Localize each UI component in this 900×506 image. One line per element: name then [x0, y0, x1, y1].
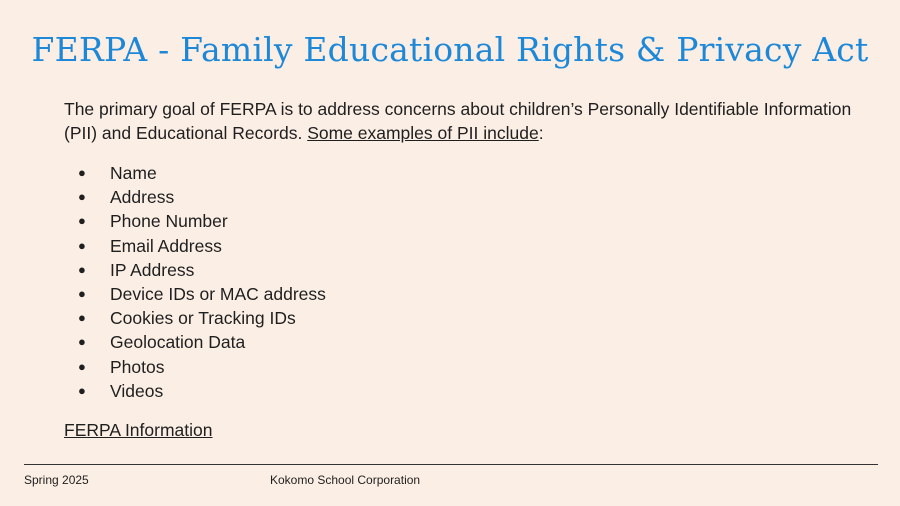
intro-text: The primary goal of FERPA is to address concerns about children’s Personally Identifiable Information (PII) and Educational Records. [64, 99, 852, 143]
bullet-icon: ● [78, 261, 86, 277]
footer-organization: Kokomo School Corporation [270, 473, 421, 487]
list-item-label: Photos [110, 356, 165, 377]
list-item-label: Phone Number [110, 211, 228, 232]
footer-date: Spring 2025 [24, 473, 89, 487]
bullet-icon: ● [78, 334, 86, 350]
bullet-icon: ● [78, 237, 86, 253]
slide-title: FERPA - Family Educational Rights & Privacy Act [31, 30, 869, 69]
list-item-label: Email Address [110, 235, 222, 256]
list-item-label: Videos [110, 380, 164, 401]
footer-divider [24, 464, 878, 465]
bullet-icon: ● [78, 165, 86, 180]
bullet-icon: ● [78, 285, 86, 301]
list-item-label: Geolocation Data [110, 332, 246, 353]
ferpa-information-link[interactable]: FERPA Information [64, 420, 213, 440]
pii-examples-link[interactable]: Some examples of PII include [307, 123, 539, 143]
list-item-label: Address [110, 187, 175, 208]
bullet-icon: ● [78, 358, 86, 374]
bullet-icon: ● [78, 310, 86, 326]
intro-paragraph [64, 97, 854, 145]
list-item-label: Cookies or Tracking IDs [110, 308, 296, 329]
list-item-label: Device IDs or MAC address [110, 283, 326, 304]
list-item-label: IP Address [110, 259, 195, 280]
intro-suffix: : [538, 123, 544, 143]
bullet-icon: ● [78, 189, 86, 205]
bullet-icon: ● [78, 382, 86, 398]
bullet-icon: ● [78, 213, 86, 229]
list-item-label: Name [110, 163, 157, 183]
